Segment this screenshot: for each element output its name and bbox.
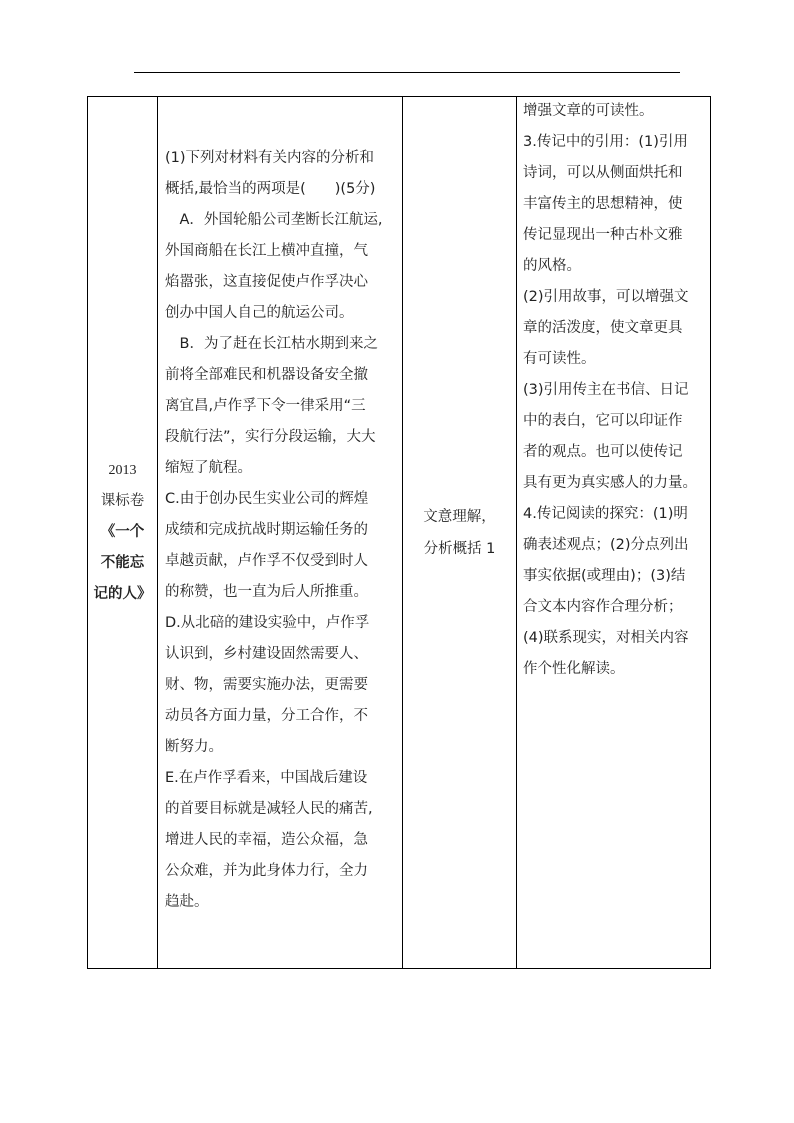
option-c-line: 成绩和完成抗战时期运输任务的 — [165, 522, 368, 538]
option-e-line: 的首要目标就是减轻人民的痛苦, — [165, 801, 373, 817]
tips-line: 丰富传主的思想精神，使 — [523, 196, 683, 212]
tips-text — [517, 96, 710, 685]
option-e-line: 趋赴。 — [165, 894, 209, 910]
source-paper: 课标卷 — [100, 493, 145, 509]
tips-line: 章的活泼度，使文章更具 — [523, 320, 683, 336]
option-a-line: A．外国轮船公司垄断长江航运, — [165, 212, 383, 228]
tips-cell — [517, 97, 711, 969]
tips-line: 的风格。 — [523, 258, 581, 274]
source-year: 2013 — [108, 463, 137, 478]
tips-line: (4)联系现实，对相关内容 — [523, 630, 689, 646]
option-d-line: 财、物，需要实施办法，更需要 — [165, 677, 368, 693]
tips-line: 中的表白，它可以印证作 — [523, 413, 683, 429]
option-b-line: 段航行法”，实行分段运输，大大 — [165, 429, 376, 445]
source-title-line: 不能忘 — [100, 555, 145, 571]
tips-line: 具有更为真实感人的力量。 — [523, 475, 697, 491]
source-cell — [88, 97, 158, 969]
question-type-cell — [403, 97, 517, 969]
tips-line: 3.传记中的引用：(1)引用 — [523, 134, 688, 150]
source-title-line: 记的人》 — [93, 586, 152, 602]
tips-line: 合文本内容作合理分析； — [523, 599, 683, 615]
option-e-line: 公众难，并为此身体力行，全力 — [165, 863, 368, 879]
question-type — [403, 501, 516, 565]
question-type-line: 分析概括 1 — [423, 540, 496, 557]
option-e-line: 增进人民的幸福，造公众福，急 — [165, 832, 368, 848]
option-c-line: 的称赞，也一直为后人所推重。 — [165, 584, 368, 600]
option-d-line: 认识到，乡村建设固然需要人、 — [165, 646, 368, 662]
option-e-line: E.在卢作孚看来，中国战后建设 — [165, 770, 368, 786]
option-b-line: 缩短了航程。 — [165, 460, 252, 476]
option-d-line: 断努力。 — [165, 739, 223, 755]
option-a-line: 外国商船在长江上横冲直撞，气 — [165, 243, 368, 259]
tips-line: 增强文章的可读性。 — [523, 103, 654, 119]
header-rule — [134, 72, 680, 73]
option-c-line: 卓越贡献，卢作孚不仅受到时人 — [165, 553, 368, 569]
question-line: (1)下列对材料有关内容的分析和 — [165, 150, 375, 166]
option-d-line: 动员各方面力量，分工合作，不 — [165, 708, 368, 724]
content-table — [87, 96, 711, 969]
tips-line: (2)引用故事，可以增强文 — [523, 289, 689, 305]
tips-line: 事实依据(或理由)；(3)结 — [523, 568, 686, 584]
tips-line: 有可读性。 — [523, 351, 596, 367]
question-text — [158, 97, 402, 918]
question-type-line: 文意理解， — [423, 508, 496, 525]
option-a-line: 焰嚣张，这直接促使卢作孚决心 — [165, 274, 368, 290]
tips-line: 4.传记阅读的探究：(1)明 — [523, 506, 688, 522]
option-b-line: 离宜昌,卢作孚下令一律采用“三 — [165, 398, 366, 414]
question-cell — [158, 97, 403, 969]
option-a-line: 创办中国人自己的航运公司。 — [165, 305, 354, 321]
source-block — [88, 455, 157, 610]
option-b-line: B．为了赶在长江枯水期到来之 — [165, 336, 378, 352]
tips-line: 传记显现出一种古朴文雅 — [523, 227, 683, 243]
source-title-line: 《一个 — [100, 524, 145, 540]
tips-line: 作个性化解读。 — [523, 661, 625, 677]
option-b-line: 前将全部难民和机器设备安全撤 — [165, 367, 368, 383]
table-row — [88, 97, 711, 969]
tips-line: (3)引用传主在书信、日记 — [523, 382, 689, 398]
tips-line: 诗词，可以从侧面烘托和 — [523, 165, 683, 181]
tips-line: 确表述观点；(2)分点列出 — [523, 537, 689, 553]
option-c-line: C.由于创办民生实业公司的辉煌 — [165, 491, 369, 507]
tips-line: 者的观点。也可以使传记 — [523, 444, 683, 460]
question-line: 概括,最恰当的两项是( )(5分) — [165, 181, 376, 197]
option-d-line: D.从北碚的建设实验中，卢作孚 — [165, 615, 370, 631]
